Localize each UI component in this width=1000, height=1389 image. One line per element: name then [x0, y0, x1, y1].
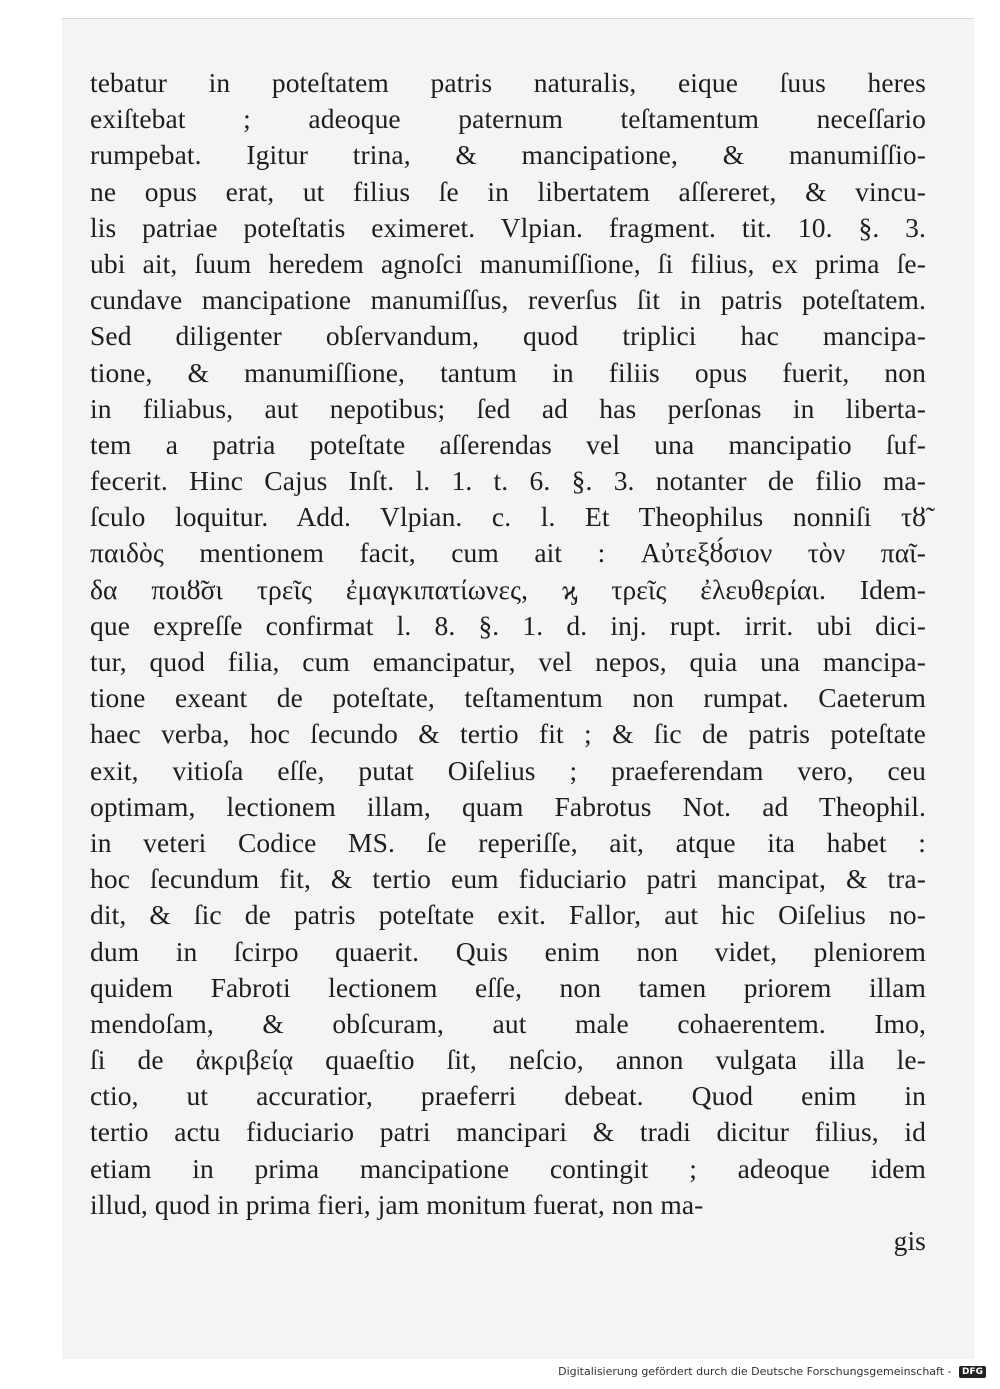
text-line: exiſtebat ; adeoque paternum teſtamentum neceſſario [90, 103, 926, 135]
text-line: illud, quod in prima fieri, jam monitum fuerat, non ma- [90, 1188, 704, 1220]
text-line: fecerit. Hinc Cajus Inſt. l. 1. t. 6. §. 3. notanter de filio ma- [90, 465, 926, 497]
text-line: tebatur in poteſtatem patris naturalis, eique ſuus heres [90, 67, 926, 98]
text-line: exit, vitioſa eſſe, putat Oiſelius ; praeferendam vero, ceu [90, 754, 926, 786]
text-line: etiam in prima mancipatione contingit ; adeoque idem [90, 1152, 926, 1184]
text-line: tertio actu fiduciario patri mancipari & tradi dicitur filius, id [90, 1116, 926, 1148]
text-line: dit, & ſic de patris poteſtate exit. Fallor, aut hic Oiſelius no- [90, 899, 926, 931]
text-line: tione exeant de poteſtate, teſtamentum non rumpat. Caeterum [90, 682, 926, 714]
text-line: tione, & manumiſſione, tantum in filiis opus fuerit, non [90, 356, 926, 388]
text-line: cundave mancipatione manumiſſus, reverſus ſit in patris poteſtatem. [90, 284, 926, 316]
text-line: ubi ait, ſuum heredem agnoſci manumiſſione, ſi filius, ex prima ſe- [90, 247, 926, 279]
footer-text: Digitalisierung gefördert durch die Deutsche Forschungsgemeinschaft - [558, 1365, 952, 1378]
text-line: ctio, ut accuratior, praeferri debeat. Quod enim in [90, 1080, 926, 1112]
text-line: ſi de ἀκριβείᾳ quaeſtio ſit, neſcio, annon vulgata illa le- [90, 1044, 926, 1076]
text-line: ne opus erat, ut filius ſe in libertatem aſſereret, & vincu- [90, 175, 926, 207]
text-line: quidem Fabroti lectionem eſſe, non tamen priorem illam [90, 971, 926, 1003]
text-line: in veteri Codice MS. ſe reperiſſe, ait, atque ita habet : [90, 826, 926, 858]
text-line: optimam, lectionem illam, quam Fabrotus Not. ad Theophil. [90, 790, 926, 822]
text-line: ſculo loquitur. Add. Vlpian. c. l. Et Theophilus nonniſi τȣ̃ [90, 501, 926, 533]
text-line: haec verba, hoc ſecundo & tertio fit ; & ſic de patris poteſtate [90, 718, 926, 750]
catchword: gis [893, 1225, 926, 1256]
text-line: lis patriae poteſtatis eximeret. Vlpian. fragment. tit. 10. §. 3. [90, 211, 926, 243]
text-line: δα ποιȣ̃σι τρεῖς ἐμαγκιπατίωνες, ϗ τρεῖς ἐλευθερίαι. Idem- [90, 573, 926, 605]
text-line: rumpebat. Igitur trina, & mancipatione, & manumiſſio- [90, 139, 926, 171]
text-line: tem a patria poteſtate aſſerendas vel una mancipatio ſuf- [90, 428, 926, 460]
text-line: in filiabus, aut nepotibus; ſed ad has perſonas in liberta- [90, 392, 926, 424]
body-text [90, 65, 926, 1259]
text-line: παιδὸς mentionem facit, cum ait : Αὐτεξȣ́σιον τὸν παῖ- [90, 537, 926, 569]
scanned-page [62, 18, 974, 1359]
text-line: tur, quod filia, cum emancipatur, vel nepos, quia una mancipa- [90, 646, 926, 677]
text-line: Sed diligenter obſervandum, quod triplici hac mancipa- [90, 320, 926, 352]
footer [0, 1365, 1000, 1378]
dfg-logo: DFG [959, 1366, 986, 1378]
text-line: que expreſſe confirmat l. 8. §. 1. d. inj. rupt. irrit. ubi dici- [90, 609, 926, 641]
text-line: mendoſam, & obſcuram, aut male cohaerentem. Imo, [90, 1007, 926, 1039]
text-line: hoc ſecundum fit, & tertio eum fiduciario patri mancipat, & tra- [90, 863, 926, 895]
text-line: dum in ſcirpo quaerit. Quis enim non videt, pleniorem [90, 935, 926, 967]
